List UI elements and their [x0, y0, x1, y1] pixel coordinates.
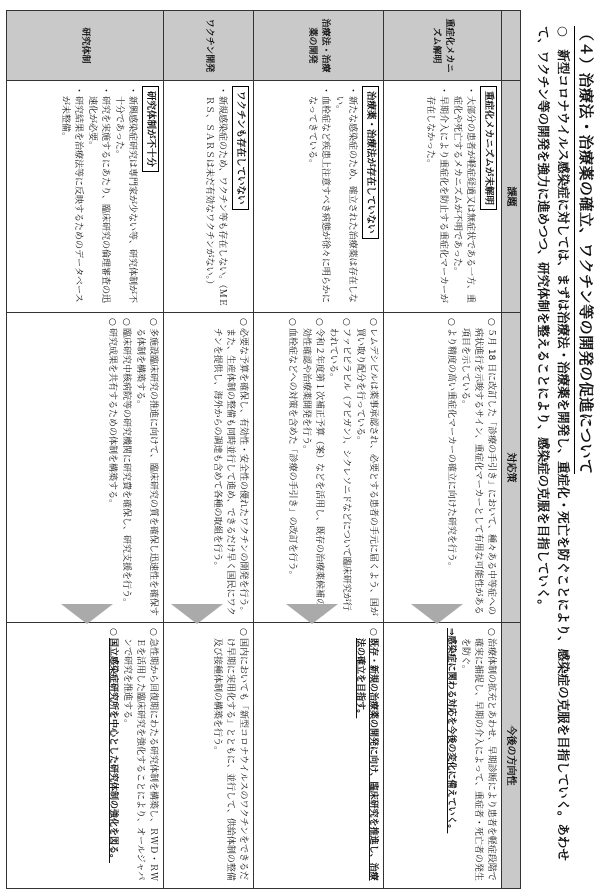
issue-cell: [7, 81, 164, 313]
arrow-right-icon: [171, 604, 223, 624]
arrow-right-icon: [61, 604, 113, 624]
row-label: 研究体制: [7, 11, 164, 81]
measure-item: ○ 必要な予算を確保し、有効性・安全性の優れたワクチンの開発を行う。また、生産体制の整備も同時並行して進め、できるだけ早く国民にワクチンを提供し、海外からの調達も含めて各種の取組を行う。: [210, 328, 249, 617]
issue-item: ・ 研究を実施するにあたり、臨床研究の倫理審査の迅速化が必要。: [85, 96, 111, 307]
direction-cell: [384, 623, 502, 889]
issue-cell: [254, 81, 384, 313]
issue-item: ・ 研究結果を治療法等に反映するためのデータベースが未整備。: [58, 96, 84, 307]
column-header-issue: 課題: [502, 81, 521, 313]
measure-item: ○ より精度の高い重症化マーカーの確立に向けた研究を行う。: [444, 328, 457, 617]
issue-title: ワクチンも存在していない: [232, 86, 249, 210]
measures-cell: [254, 313, 384, 623]
issue-item: ・ 早期介入により重症化を防止する重症化マーカーが存在しなかった。: [423, 96, 449, 307]
issue-item: ・ 新規感染症のため、ワクチン等も存在しない。（ＭＥＲＳ、ＳＡＲＳは未だ有効なワクチンがない。）: [202, 96, 228, 307]
measure-item: ○ 多施設臨床研究の推進に向けて、臨床研究の質を確保し迅速性を確保する体制を構築する。: [133, 328, 159, 617]
table-header-row: [502, 11, 521, 889]
arrow-right-icon: [286, 604, 338, 624]
issue-cell: [164, 81, 254, 313]
measure-item: ○ 臨床研究中核病院等の研究機関に研究費を確保し、研究支援を行う。: [119, 328, 132, 617]
direction-note: ⇒感染症に関わる対応を今後の変化に備えていく。: [446, 628, 456, 834]
direction-item: ○ 国立感染症研究所を中心とした研究体制の強化を図る。: [106, 638, 119, 883]
direction-item: ○ 急性期から回復期にわたる研究体制を構築し、ＲＷＤ・ＲＷＥを活用した臨床研究を強化することにより、オールジャパンで研究を推進する。: [120, 638, 159, 883]
corner-cell: [502, 11, 521, 81]
column-header-measures: 対応策: [502, 313, 521, 623]
table-row: [384, 11, 502, 889]
arrow-right-icon: [411, 604, 463, 624]
measure-item: ○ ファビピラビル（アビガン）、シクレソニドなどについて臨床研究が行われている。: [326, 328, 352, 617]
issue-item: ・ 血栓症など疾患上注意すべき病態が徐々に明らかになってきている。: [305, 96, 331, 307]
issue-cell: [384, 81, 502, 313]
measures-table: [6, 10, 521, 889]
measure-item: ○ レムデシビルは薬事承認され、必要とする患者の手元に届くよう、国が買い取り配分を行っている。: [353, 328, 379, 617]
table-row: [164, 11, 254, 889]
issue-item: ・ 新興感染症研究は専門家が少ない等、研究体制が不十分であった。: [112, 96, 138, 307]
measure-item: ○ ５月 18 日に改訂した「診療の手引き」において、種々ある中等症への病状進行を示唆するサイン、重症化マーカーとして有用な可能性がある項目を示している。: [458, 328, 497, 617]
table-row: [7, 11, 164, 889]
issue-title: 研究体制が不十分: [142, 86, 159, 172]
direction-cell: [164, 623, 254, 889]
measure-item: ○ 研究成果を共有するための体制を構築する。: [105, 328, 118, 617]
direction-item: ○ 既存・新規の治療薬の開発に向け、臨床研究を推進し、治療法の確立を目指す。: [353, 638, 379, 883]
measure-item: ○ 令和２年度第１次補正予算（案）などを活用し、既存の治療薬候補の有効性確認や治療薬開発を行う。: [299, 328, 325, 617]
row-label: 重症化メカニズム解明: [384, 11, 502, 81]
direction-cell: [7, 623, 164, 889]
measures-cell: [164, 313, 254, 623]
intro-paragraph: ○ 新型コロナウイルス感染症に対しては、まずは治療法・治療薬を開発し、重症化・死亡を防ぐことにより、感染症の克服を目指していく。あわせて、ワクチン等の開発を強力に進めつつ、研究体制を整えることにより、感染症の克服を目指していく。: [536, 26, 571, 861]
measures-cell: [7, 313, 164, 623]
issue-item: ・ 大部分の患者が軽症経過又は無症状である一方、重症化や死亡するメカニズムが不明であった。: [450, 96, 476, 307]
table-row: [254, 11, 384, 889]
measure-item: ○ 血栓症などへの対策を含めた「診療の手引き」の改訂を行う。: [285, 328, 298, 617]
direction-cell: [254, 623, 384, 889]
measures-cell: [384, 313, 502, 623]
row-label: 治療法・治療薬の開発: [254, 11, 384, 81]
issue-title: 重症化メカニズムが未解明: [480, 86, 497, 210]
section-heading: （４）治療法・治療薬の確立、ワクチン等の開発の促進について: [574, 26, 597, 474]
row-label: ワクチン開発: [164, 11, 254, 81]
issue-title: 治療薬・治療法が存在していない: [362, 86, 379, 239]
issue-item: ・ 新たな感染症のため、確立された治療薬は存在しない。: [332, 96, 358, 307]
direction-item: ○ 国内においても「新型コロナウイルスのワクチンをできるだけ早期に実用化する」とともに、並行して、供給体制の整備及び接種体制の構築を行う。: [210, 638, 249, 883]
column-header-direction: 今後の方向性: [502, 623, 521, 889]
direction-item: ○ 治療体制の拡充とあわせ、早期診断により患者を軽症段階で確実に捕捉し、早期の介入によって、重症者・死亡者の発生を防ぐ。: [458, 638, 497, 883]
